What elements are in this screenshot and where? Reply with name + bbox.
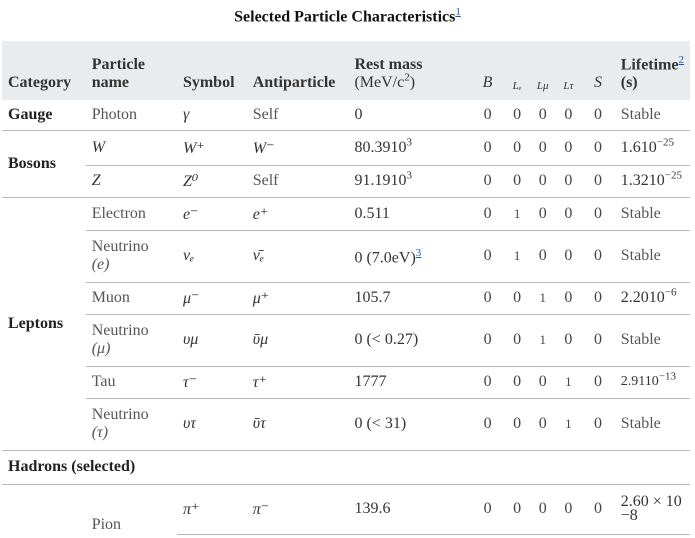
- symbol-cell: e⁻: [177, 197, 247, 230]
- category-cell: Bosons: [2, 130, 86, 197]
- lifetime-exponent: −13: [658, 370, 676, 383]
- lifetime-value: 1.3210: [620, 172, 665, 189]
- s-cell: 0: [581, 366, 615, 398]
- lifetime-footnote-link[interactable]: 2: [678, 53, 684, 66]
- lifetime-cell: [615, 282, 690, 314]
- s-cell: 0: [581, 398, 615, 450]
- header-category: Category: [8, 74, 72, 91]
- header-antiparticle: Antiparticle: [252, 74, 336, 91]
- lifetime-cell: Stable: [615, 398, 690, 450]
- rest-mass-unit-close: ): [409, 74, 416, 91]
- antiparticle-cell: ῡτ: [247, 398, 349, 450]
- antiparticle-cell: π⁻: [247, 484, 349, 534]
- le-cell: 0: [504, 398, 530, 450]
- lifetime-value: 1.610: [620, 138, 657, 156]
- particle-name-cell: [86, 230, 177, 282]
- lifetime-exponent: −8: [620, 507, 638, 524]
- lifetime-cell: [615, 165, 690, 197]
- mass-cell: [348, 230, 470, 282]
- mass-exponent: 3: [406, 169, 412, 182]
- particle-name-line1: Neutrino: [91, 322, 149, 339]
- rest-mass-unit: [354, 71, 416, 91]
- table-row: [2, 100, 690, 130]
- ltau-cell: 0: [556, 100, 582, 130]
- lifetime-value: 2.2010: [620, 289, 665, 306]
- header-particle-name: Particle name: [91, 56, 145, 91]
- header-symbol: Symbol: [182, 74, 235, 91]
- antiparticle-cell: τ⁺: [247, 366, 349, 398]
- b-cell: 0: [471, 314, 505, 366]
- table-header-row: [2, 41, 690, 100]
- lmu-cell: 1: [530, 282, 556, 314]
- ltau-cell: 0: [556, 282, 582, 314]
- rest-mass-unit-exp: 2: [404, 71, 410, 84]
- b-cell: 0: [471, 197, 505, 230]
- mass-cell: [348, 165, 470, 197]
- lmu-cell: 0: [530, 130, 556, 165]
- mass-value: 0 (7.0eV): [354, 249, 416, 267]
- table-row: [2, 165, 690, 197]
- ltau-cell: 1: [556, 366, 582, 398]
- mass-value: 80.3910: [354, 138, 407, 156]
- particle-name-cell: Photon: [86, 100, 177, 130]
- lmu-cell: 0: [530, 398, 556, 450]
- mass-cell: 105.7: [348, 282, 470, 314]
- s-cell: 0: [581, 314, 615, 366]
- header-baryon-number: B: [482, 74, 493, 91]
- antiparticle-cell: μ⁺: [247, 282, 349, 314]
- particle-name-cell: Pion: [91, 516, 122, 533]
- symbol-cell: τ⁻: [177, 366, 247, 398]
- symbol-cell: π⁺: [177, 484, 247, 534]
- particle-table: [2, 41, 690, 535]
- s-cell: 0: [581, 197, 615, 230]
- lmu-cell: 1: [530, 314, 556, 366]
- particle-name-cell: Muon: [86, 282, 177, 314]
- lifetime-cell: Stable: [615, 100, 690, 130]
- symbol-cell: υμ: [177, 314, 247, 366]
- s-cell: 0: [581, 165, 615, 197]
- particle-name-cell: [86, 314, 177, 366]
- table-caption: [0, 3, 695, 26]
- category-cell: Leptons: [2, 197, 86, 450]
- mass-cell: 0 (< 31): [348, 398, 470, 450]
- table-row: [2, 366, 690, 398]
- symbol-cell: νₑ: [177, 230, 247, 282]
- antiparticle-cell: ν̄ₑ: [247, 230, 349, 282]
- particle-name-line1: Neutrino: [91, 406, 149, 423]
- particle-name-cell: W: [86, 130, 177, 165]
- rest-mass-unit-text: (MeV/c: [354, 74, 405, 91]
- le-cell: 0: [504, 314, 530, 366]
- table-row: [2, 230, 690, 282]
- lmu-cell: 0: [530, 165, 556, 197]
- mass-footnote-link[interactable]: 3: [415, 247, 422, 260]
- particle-name-line2: (e): [91, 256, 110, 273]
- lifetime-exponent: −25: [664, 169, 682, 182]
- lifetime-cell: Stable: [615, 230, 690, 282]
- lifetime-cell: Stable: [615, 314, 690, 366]
- lifetime-exponent: −25: [656, 136, 674, 149]
- lifetime-unit: (s): [620, 74, 638, 91]
- le-cell: 0: [504, 100, 530, 130]
- table-row: [2, 314, 690, 366]
- mass-cell: 0.511: [348, 197, 470, 230]
- symbol-cell: υτ: [177, 398, 247, 450]
- s-cell: 0: [581, 282, 615, 314]
- particle-name-cell: Electron: [86, 197, 177, 230]
- s-cell: 0: [581, 484, 615, 534]
- b-cell: 0: [471, 130, 505, 165]
- ltau-cell: 1: [556, 398, 582, 450]
- b-cell: 0: [471, 398, 505, 450]
- particle-name-line2: (μ): [91, 340, 111, 357]
- table-row: [2, 484, 690, 534]
- s-cell: 0: [581, 230, 615, 282]
- lmu-cell: 0: [530, 484, 556, 534]
- le-cell: 1: [504, 230, 530, 282]
- symbol-cell: μ⁻: [177, 282, 247, 314]
- lifetime-cell: Stable: [615, 197, 690, 230]
- category-cell: Gauge: [2, 100, 86, 130]
- particle-name-cell: [86, 398, 177, 450]
- symbol-cell: W⁺: [177, 130, 247, 165]
- le-cell: 0: [504, 165, 530, 197]
- ltau-cell: 0: [556, 314, 582, 366]
- table-row: [2, 282, 690, 314]
- le-cell: 1: [504, 197, 530, 230]
- b-cell: 0: [471, 366, 505, 398]
- lifetime-value: 2.60 × 10: [620, 493, 682, 510]
- b-cell: 0: [471, 484, 505, 534]
- b-cell: 0: [471, 100, 505, 130]
- header-tau-lepton-number: Lτ: [563, 80, 574, 92]
- table-row: [2, 398, 690, 450]
- mass-cell: 1777: [348, 366, 470, 398]
- mass-cell: [348, 130, 470, 165]
- lmu-cell: 0: [530, 197, 556, 230]
- antiparticle-cell: ῡμ: [247, 314, 349, 366]
- s-cell: 0: [581, 100, 615, 130]
- rest-mass-label: Rest mass: [354, 56, 423, 73]
- lmu-cell: 0: [530, 230, 556, 282]
- ltau-cell: 0: [556, 197, 582, 230]
- caption-text: Selected Particle Characteristics: [234, 8, 456, 26]
- s-cell: 0: [581, 130, 615, 165]
- le-cell: 0: [504, 484, 530, 534]
- section-row-hadrons: [2, 450, 690, 484]
- table-row: [2, 197, 690, 230]
- ltau-cell: 0: [556, 484, 582, 534]
- ltau-cell: 0: [556, 230, 582, 282]
- lmu-cell: 0: [530, 366, 556, 398]
- b-cell: 0: [471, 230, 505, 282]
- mass-cell: 0: [348, 100, 470, 130]
- lifetime-cell: [615, 366, 690, 398]
- mass-cell: 0 (< 0.27): [348, 314, 470, 366]
- b-cell: 0: [471, 165, 505, 197]
- lifetime-exponent: −6: [664, 286, 677, 299]
- le-cell: 0: [504, 366, 530, 398]
- mass-value: 91.1910: [354, 172, 407, 189]
- table-row: [2, 130, 690, 165]
- lifetime-cell: [615, 130, 690, 165]
- ltau-cell: 0: [556, 165, 582, 197]
- caption-footnote-link[interactable]: 1: [455, 6, 461, 18]
- header-electron-lepton-number: Lₑ: [512, 80, 522, 92]
- lmu-cell: 0: [530, 100, 556, 130]
- lifetime-cell: [615, 484, 690, 534]
- particle-name-line2: (τ): [91, 424, 109, 441]
- le-cell: 0: [504, 130, 530, 165]
- le-cell: 0: [504, 282, 530, 314]
- particle-name-line1: Neutrino: [91, 238, 149, 255]
- lifetime-label: Lifetime: [620, 56, 679, 73]
- b-cell: 0: [471, 282, 505, 314]
- mass-cell: 139.6: [348, 484, 470, 534]
- symbol-cell: γ: [177, 100, 247, 130]
- symbol-cell: Z⁰: [177, 165, 247, 197]
- lifetime-value: 2.9110: [620, 374, 659, 389]
- header-muon-lepton-number: Lμ: [536, 80, 549, 92]
- particle-name-cell: Z: [86, 165, 177, 197]
- ltau-cell: 0: [556, 130, 582, 165]
- header-rest-mass: [348, 41, 470, 100]
- antiparticle-cell: W⁻: [247, 130, 349, 165]
- category-cell: [2, 484, 86, 534]
- antiparticle-cell: e⁺: [247, 197, 349, 230]
- header-lifetime: [615, 41, 690, 100]
- particle-name-cell: Tau: [86, 366, 177, 398]
- header-strangeness: S: [593, 74, 602, 91]
- mass-exponent: 3: [406, 136, 412, 149]
- antiparticle-cell: Self: [247, 100, 349, 130]
- section-label: Hadrons (selected): [2, 450, 690, 484]
- antiparticle-cell: Self: [247, 165, 349, 197]
